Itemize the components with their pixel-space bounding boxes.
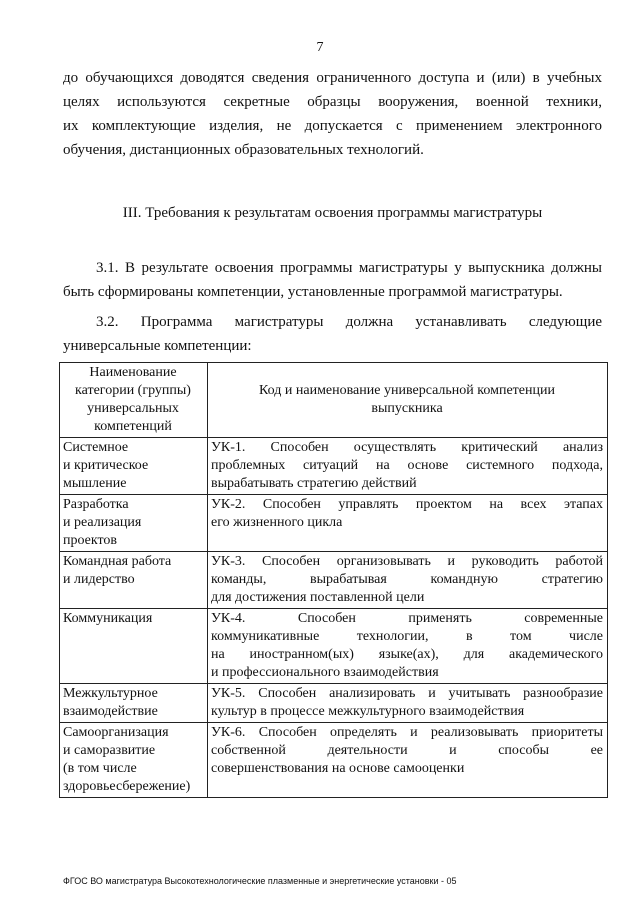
description-cell xyxy=(208,609,608,684)
text-line: их комплектующие изделия, не допускается с применением электронного xyxy=(63,118,602,134)
category-cell xyxy=(60,684,208,723)
cell-line: Межкультурное xyxy=(63,686,158,701)
description-cell xyxy=(208,438,608,495)
cell-line: и реализация xyxy=(63,515,142,530)
table-row xyxy=(60,723,608,798)
cell-line: УК-5. Способен анализировать и учитывать разнообразие xyxy=(211,686,603,701)
category-cell xyxy=(60,723,208,798)
table-row xyxy=(60,438,608,495)
text-line: до обучающихся доводятся сведения ограниченного доступа и (или) в учебных xyxy=(63,70,602,86)
text-line: универсальные компетенции: xyxy=(63,338,252,354)
category-cell xyxy=(60,495,208,552)
cell-line: Самоорганизация xyxy=(63,725,169,740)
clause-3-2 xyxy=(63,310,602,358)
category-cell xyxy=(60,438,208,495)
competencies-table xyxy=(59,362,608,798)
table-row xyxy=(60,495,608,552)
cell-line: его жизненного цикла xyxy=(211,515,343,530)
header-line: выпускника xyxy=(371,401,443,416)
table-row xyxy=(60,684,608,723)
text-line: обучения, дистанционных образовательных технологий. xyxy=(63,142,424,158)
cell-line: собственной деятельности и способы ее xyxy=(211,743,603,758)
cell-line: взаимодействие xyxy=(63,704,158,719)
cell-line: УК-2. Способен управлять проектом на всех этапах xyxy=(211,497,603,512)
cell-line: и лидерство xyxy=(63,572,135,587)
description-cell xyxy=(208,684,608,723)
document-footer: ФГОС ВО магистратура Высокотехнологические плазменные и энергетические установки - 05 xyxy=(63,876,457,886)
cell-line: и профессионального взаимодействия xyxy=(211,665,439,680)
table-header-row xyxy=(60,363,608,438)
cell-line: совершенствования на основе самооценки xyxy=(211,761,465,776)
table-row xyxy=(60,609,608,684)
clause-3-1 xyxy=(63,256,602,304)
description-cell xyxy=(208,723,608,798)
cell-line: Командная работа xyxy=(63,554,172,569)
header-line: Наименование xyxy=(89,365,177,380)
header-code-cell xyxy=(208,363,608,438)
text-line: 3.1. В результате освоения программы магистратуры у выпускника должны xyxy=(96,260,602,276)
table-row xyxy=(60,552,608,609)
category-cell xyxy=(60,609,208,684)
header-line: Код и наименование универсальной компетенции xyxy=(259,383,555,398)
cell-line: коммуникативные технологии, в том числе xyxy=(211,629,603,644)
cell-line: УК-4. Способен применять современные xyxy=(211,611,603,626)
header-line: компетенций xyxy=(94,419,172,434)
cell-line: проблемных ситуаций на основе системного подхода, xyxy=(211,458,603,473)
section-heading: III. Требования к результатам освоения программы магистратуры xyxy=(122,205,543,221)
cell-line: здоровьесбережение) xyxy=(63,779,191,794)
cell-line: культур в процессе межкультурного взаимодействия xyxy=(211,704,525,719)
cell-line: и саморазвитие xyxy=(63,743,156,758)
category-cell xyxy=(60,552,208,609)
cell-line: на иностранном(ых) языке(ах), для академического xyxy=(211,647,603,662)
cell-line: Системное xyxy=(63,440,129,455)
cell-line: команды, вырабатывая командную стратегию xyxy=(211,572,603,587)
cell-line: проектов xyxy=(63,533,118,548)
text-line: 3.2. Программа магистратуры должна устанавливать следующие xyxy=(96,314,602,330)
intro-paragraph xyxy=(63,66,602,162)
cell-line: вырабатывать стратегию действий xyxy=(211,476,417,491)
cell-line: УК-6. Способен определять и реализовывать приоритеты xyxy=(211,725,603,740)
cell-line: УК-3. Способен организовывать и руководить работой xyxy=(211,554,603,569)
text-line: быть сформированы компетенции, установленные программой магистратуры. xyxy=(63,284,563,300)
cell-line: УК-1. Способен осуществлять критический анализ xyxy=(211,440,603,455)
description-cell xyxy=(208,552,608,609)
header-line: универсальных xyxy=(87,401,179,416)
cell-line: мышление xyxy=(63,476,127,491)
header-line: категории (группы) xyxy=(75,383,191,398)
cell-line: Коммуникация xyxy=(63,611,153,626)
header-category-cell xyxy=(60,363,208,438)
text-line: целях используются секретные образцы вооружения, военной техники, xyxy=(63,94,602,110)
cell-line: (в том числе xyxy=(63,761,137,776)
cell-line: Разработка xyxy=(63,497,129,512)
cell-line: для достижения поставленной цели xyxy=(211,590,425,605)
cell-line: и критическое xyxy=(63,458,149,473)
page-number: 7 xyxy=(316,40,324,55)
description-cell xyxy=(208,495,608,552)
